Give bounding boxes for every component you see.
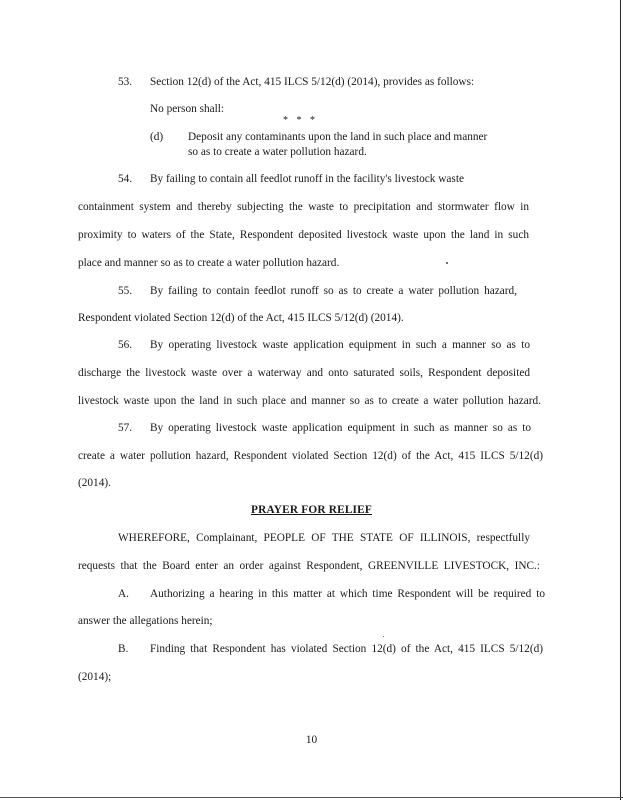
paragraph-54-line-2: containment system and thereby subjecting the waste to precipitation and stormwater flow in (78, 201, 529, 213)
scan-bottom-edge (0, 797, 623, 798)
paragraph-55-number: 55. (118, 285, 133, 297)
item-b-line-1: Finding that Respondent has violated Section 12(d) of the Act, 415 ILCS 5/12(d) (150, 643, 543, 655)
quote-item-line-2: so as to create a water pollution hazard. (188, 146, 367, 158)
prayer-heading: PRAYER FOR RELIEF (251, 504, 372, 516)
paragraph-54-line-4: place and manner so as to create a water pollution hazard. (78, 257, 340, 269)
page-number: 10 (305, 734, 318, 746)
quote-item-line-1: Deposit any contaminants upon the land in such place and manner (188, 131, 488, 143)
quote-intro: No person shall: (150, 103, 225, 115)
paragraph-57-number: 57. (118, 422, 133, 434)
paragraph-56-line-1: By operating livestock waste application equipment in such a manner so as to (150, 339, 530, 351)
ellipsis-marker: * * * (283, 115, 318, 126)
quote-item-label: (d) (150, 131, 164, 143)
paragraph-57-line-2: create a water pollution hazard, Respondent violated Section 12(d) of the Act, 415 ILCS 5/12(d) (78, 450, 543, 462)
item-a-label: A. (118, 588, 129, 600)
scan-speck (446, 262, 448, 264)
paragraph-55-line-2: Respondent violated Section 12(d) of the Act, 415 ILCS 5/12(d) (2014). (78, 312, 404, 324)
paragraph-56-line-3: livestock waste upon the land in such place and manner so as to create a water pollution hazard. (78, 395, 541, 407)
paragraph-56-line-2: discharge the livestock waste over a waterway and onto saturated soils, Respondent deposited (78, 367, 530, 379)
prayer-line-2: requests that the Board enter an order against Respondent, GREENVILLE LIVESTOCK, INC.: (78, 560, 540, 572)
paragraph-54-line-3: proximity to waters of the State, Respondent deposited livestock waste upon the land in such (78, 229, 529, 241)
paragraph-54-number: 54. (118, 173, 133, 185)
paragraph-55-line-1: By failing to contain feedlot runoff so as to create a water pollution hazard, (150, 285, 517, 297)
paragraph-53-text: Section 12(d) of the Act, 415 ILCS 5/12(d) (2014), provides as follows: (150, 76, 475, 88)
scan-speck (383, 636, 384, 637)
item-b-line-2: (2014); (78, 671, 112, 683)
paragraph-53-number: 53. (118, 76, 133, 88)
paragraph-57-line-1: By operating livestock waste application equipment in such as manner so as to (150, 422, 531, 434)
paragraph-57-line-3: (2014). (78, 477, 111, 489)
scan-right-edge (620, 0, 621, 800)
prayer-line-1: WHEREFORE, Complainant, PEOPLE OF THE STATE OF ILLINOIS, respectfully (118, 532, 530, 544)
item-b-label: B. (118, 643, 129, 655)
item-a-line-1: Authorizing a hearing in this matter at which time Respondent will be required to (150, 588, 545, 600)
paragraph-56-number: 56. (118, 339, 133, 351)
paragraph-54-line-1: By failing to contain all feedlot runoff in the facility's livestock waste (150, 173, 464, 185)
item-a-line-2: answer the allegations herein; (78, 615, 213, 627)
